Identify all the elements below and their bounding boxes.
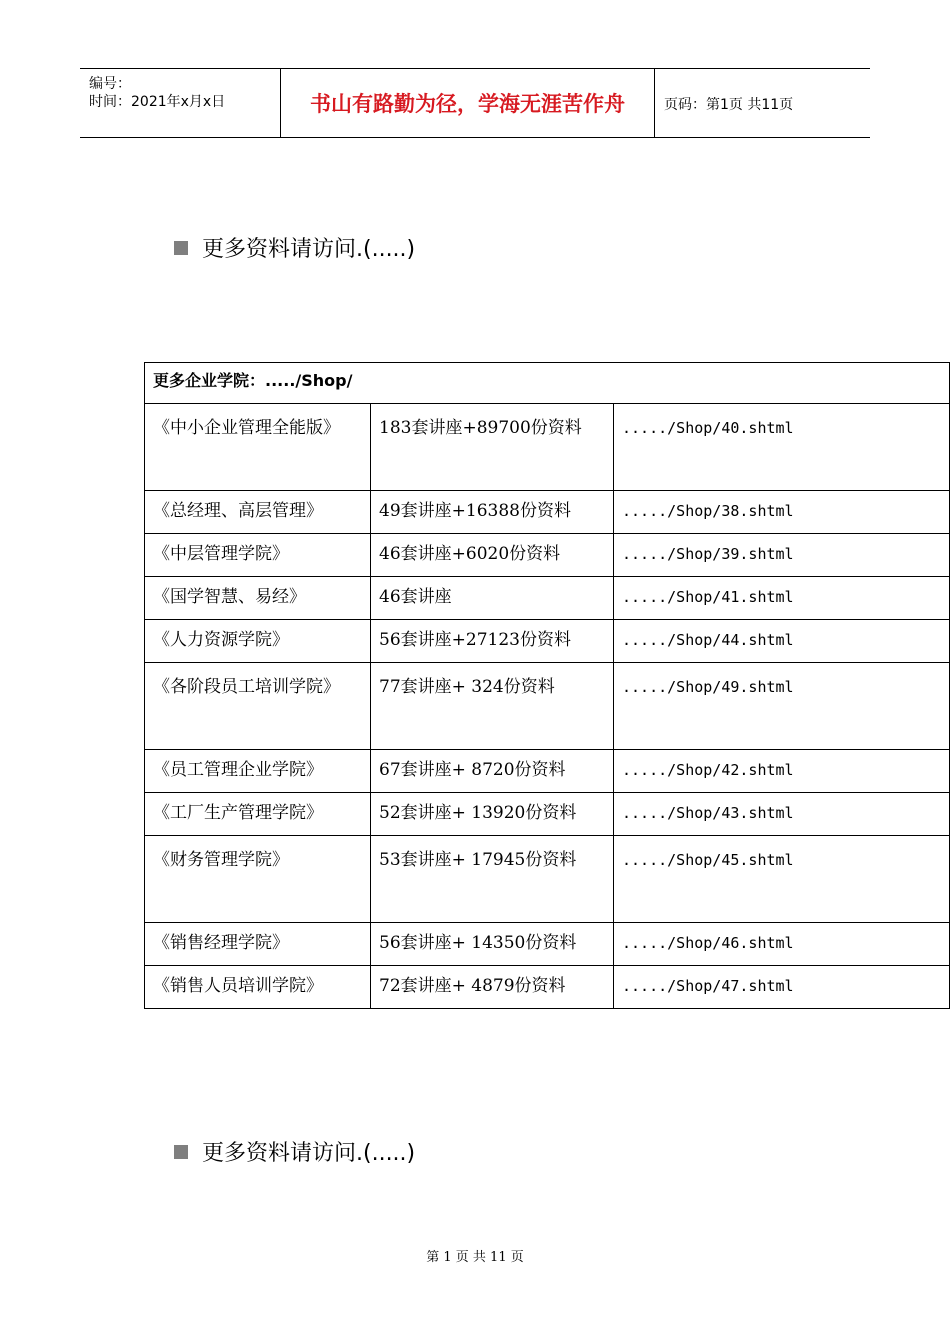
course-name: 《员工管理企业学院》	[145, 750, 371, 793]
course-url[interactable]: ...../Shop/46.shtml	[614, 923, 950, 966]
course-count: 46套讲座+6020份资料	[371, 534, 614, 577]
number-label: 编号：	[89, 76, 131, 92]
course-url[interactable]: ...../Shop/43.shtml	[614, 793, 950, 836]
time-label: 时间：2021年x月x日	[89, 94, 226, 110]
course-url[interactable]: ...../Shop/45.shtml	[614, 836, 950, 923]
bullet-text[interactable]: 更多资料请访问.(.....)	[202, 237, 416, 262]
page-footer: 第 1 页 共 11 页	[426, 1250, 524, 1265]
course-name: 《中层管理学院》	[145, 534, 371, 577]
course-count: 72套讲座+ 4879份资料	[371, 966, 614, 1009]
table-row	[145, 404, 950, 491]
header-motto: 书山有路勤为径，学海无涯苦作舟	[281, 69, 655, 137]
course-count: 183套讲座+89700份资料	[371, 404, 614, 491]
bullet-text[interactable]: 更多资料请访问.(.....)	[202, 1141, 416, 1166]
course-name: 《销售经理学院》	[145, 923, 371, 966]
square-bullet-icon	[174, 1145, 188, 1159]
course-count: 52套讲座+ 13920份资料	[371, 793, 614, 836]
course-url[interactable]: ...../Shop/47.shtml	[614, 966, 950, 1009]
course-name: 《财务管理学院》	[145, 836, 371, 923]
bullet-line	[174, 1136, 415, 1167]
table-row	[145, 663, 950, 750]
table-row	[145, 923, 950, 966]
table-row	[145, 836, 950, 923]
course-url[interactable]: ...../Shop/38.shtml	[614, 491, 950, 534]
course-url[interactable]: ...../Shop/39.shtml	[614, 534, 950, 577]
course-name: 《中小企业管理全能版》	[145, 404, 371, 491]
square-bullet-icon	[174, 241, 188, 255]
course-url[interactable]: ...../Shop/44.shtml	[614, 620, 950, 663]
course-count: 56套讲座+ 14350份资料	[371, 923, 614, 966]
bullet-line	[174, 232, 415, 263]
table-row	[145, 793, 950, 836]
table-row	[145, 534, 950, 577]
table-row	[145, 577, 950, 620]
course-name: 《国学智慧、易经》	[145, 577, 371, 620]
course-name: 《销售人员培训学院》	[145, 966, 371, 1009]
course-count: 46套讲座	[371, 577, 614, 620]
course-count: 49套讲座+16388份资料	[371, 491, 614, 534]
course-count: 56套讲座+27123份资料	[371, 620, 614, 663]
header-page-info: 页码：第1页 共11页	[664, 97, 794, 113]
course-count: 67套讲座+ 8720份资料	[371, 750, 614, 793]
course-count: 53套讲座+ 17945份资料	[371, 836, 614, 923]
course-name: 《总经理、高层管理》	[145, 491, 371, 534]
table-title: 更多企业学院：...../Shop/	[145, 363, 950, 404]
course-name: 《各阶段员工培训学院》	[145, 663, 371, 750]
course-name: 《人力资源学院》	[145, 620, 371, 663]
table-row	[145, 750, 950, 793]
header-meta-cell	[80, 69, 281, 137]
course-url[interactable]: ...../Shop/49.shtml	[614, 663, 950, 750]
page-header	[80, 68, 870, 138]
course-url[interactable]: ...../Shop/42.shtml	[614, 750, 950, 793]
table-row	[145, 966, 950, 1009]
course-url[interactable]: ...../Shop/40.shtml	[614, 404, 950, 491]
table-row	[145, 620, 950, 663]
academy-table	[144, 362, 950, 1009]
course-count: 77套讲座+ 324份资料	[371, 663, 614, 750]
course-url[interactable]: ...../Shop/41.shtml	[614, 577, 950, 620]
course-name: 《工厂生产管理学院》	[145, 793, 371, 836]
table-row	[145, 491, 950, 534]
